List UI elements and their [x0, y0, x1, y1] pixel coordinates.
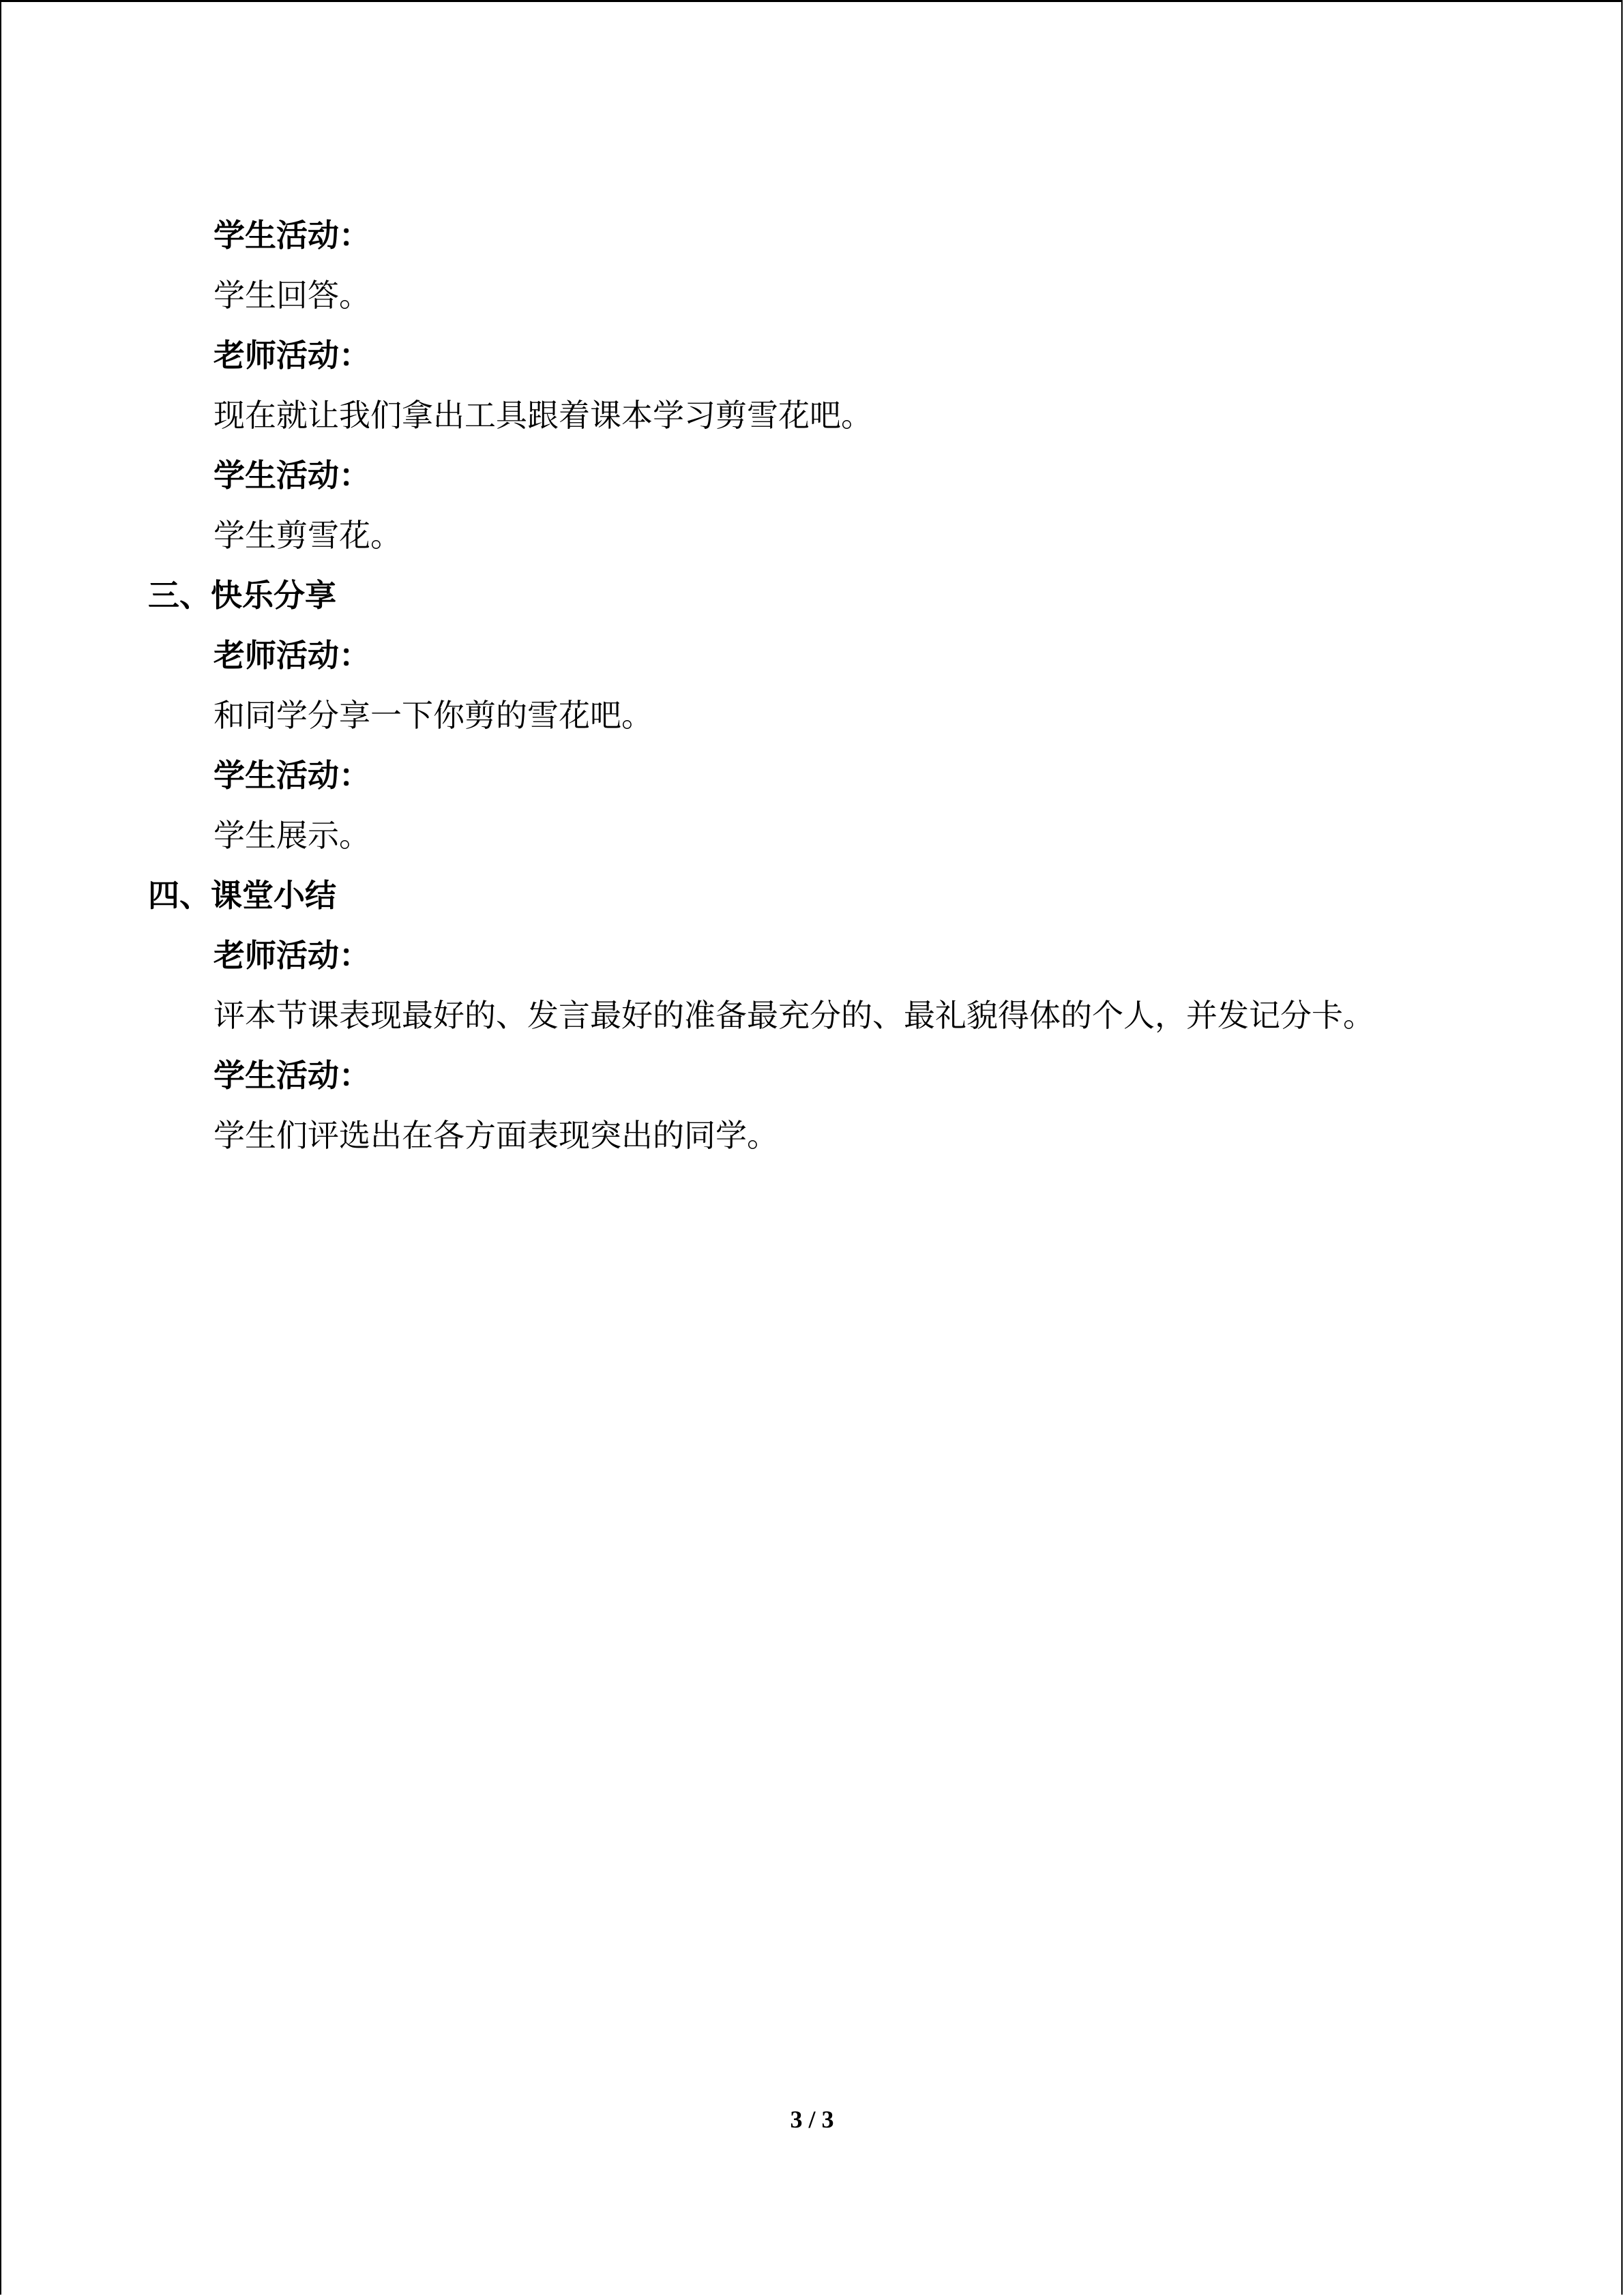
body-text: 现在就让我们拿出工具跟着课本学习剪雪花吧。 — [213, 397, 872, 434]
body-text: 评本节课表现最好的、发言最好的准备最充分的、最礼貌得体的个人，并发记分卡。 — [213, 997, 1374, 1034]
role-label-student: 学生活动： — [213, 757, 370, 794]
role-label-student: 学生活动： — [213, 457, 370, 494]
body-text: 学生展示。 — [213, 817, 370, 854]
section-heading: 四、课堂小结 — [148, 877, 336, 914]
role-label-teacher: 老师活动： — [213, 637, 370, 674]
role-label-teacher: 老师活动： — [213, 937, 370, 974]
role-label-teacher: 老师活动： — [213, 337, 370, 374]
role-label-student: 学生活动： — [213, 1057, 370, 1094]
body-text: 学生们评选出在各方面表现突出的同学。 — [213, 1117, 778, 1154]
page-number: 3 / 3 — [790, 2106, 834, 2133]
body-text: 和同学分享一下你剪的雪花吧。 — [213, 697, 653, 734]
body-text: 学生剪雪花。 — [213, 517, 402, 554]
role-label-student: 学生活动： — [213, 217, 370, 254]
body-text: 学生回答。 — [213, 277, 370, 314]
section-heading: 三、快乐分享 — [148, 577, 336, 614]
